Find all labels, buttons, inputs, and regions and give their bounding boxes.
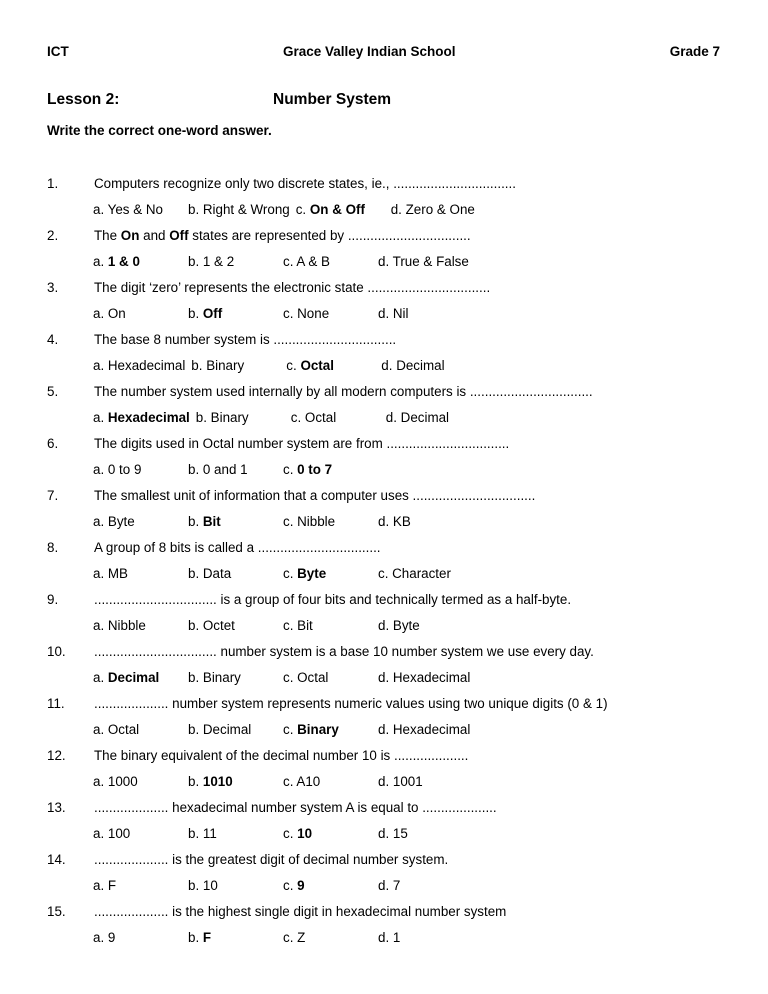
option-label: Bit bbox=[297, 618, 313, 633]
option-label: 1 & 0 bbox=[107, 254, 140, 269]
option-letter: c. bbox=[283, 826, 298, 841]
option-letter: a. bbox=[93, 930, 108, 945]
grade-label: Grade 7 bbox=[669, 44, 720, 59]
option bbox=[283, 561, 378, 587]
option-label: 1010 bbox=[202, 774, 233, 789]
option-label: 100 bbox=[107, 826, 131, 841]
option bbox=[381, 353, 444, 379]
options-row bbox=[47, 821, 720, 847]
option bbox=[386, 405, 449, 431]
question-row bbox=[47, 535, 720, 561]
question-number: 1. bbox=[47, 176, 59, 191]
option bbox=[93, 873, 188, 899]
option bbox=[93, 249, 188, 275]
option bbox=[188, 457, 283, 483]
option-letter: d. bbox=[381, 358, 397, 373]
option bbox=[188, 717, 283, 743]
option bbox=[188, 561, 283, 587]
option bbox=[93, 665, 188, 691]
option-letter: c. bbox=[295, 202, 310, 217]
question-text bbox=[94, 639, 720, 665]
option-letter: c. bbox=[283, 774, 297, 789]
option bbox=[93, 509, 188, 535]
option bbox=[283, 301, 378, 327]
question-text-segment: ................................. is a group of four bits and technically termed as a half-byte. bbox=[94, 592, 572, 607]
question-text-segment: The smallest unit of information that a computer uses ................................. bbox=[94, 488, 536, 503]
question-row bbox=[47, 483, 720, 509]
question-block bbox=[47, 171, 720, 223]
option-label: Z bbox=[297, 930, 306, 945]
option-label: Byte bbox=[392, 618, 420, 633]
page-header bbox=[47, 44, 720, 60]
option-label: Hexadecimal bbox=[107, 410, 190, 425]
question-text bbox=[94, 223, 720, 249]
lesson-title: Number System bbox=[273, 91, 392, 108]
option bbox=[93, 353, 191, 379]
option bbox=[283, 925, 378, 951]
option-label: 11 bbox=[202, 826, 217, 841]
option-letter: b. bbox=[188, 722, 203, 737]
option bbox=[283, 873, 378, 899]
question-text-segment: The digit ‘zero’ represents the electronic state ................................. bbox=[94, 280, 491, 295]
question-row bbox=[47, 743, 720, 769]
option-label: Byte bbox=[297, 566, 327, 581]
question-text bbox=[94, 847, 720, 873]
option-label: Octal bbox=[297, 670, 329, 685]
option bbox=[188, 665, 283, 691]
option-label: Binary bbox=[297, 722, 339, 737]
question-text-segment: On bbox=[120, 228, 140, 243]
question-number: 11. bbox=[47, 696, 65, 711]
question-text-segment: .................... is the greatest digit of decimal number system. bbox=[94, 852, 449, 867]
options-row bbox=[47, 457, 720, 483]
question-text-segment: .................... number system represents numeric values using two unique digits (0 & 1) bbox=[94, 696, 608, 711]
option-letter: d. bbox=[378, 670, 393, 685]
option-label: On bbox=[107, 306, 126, 321]
option bbox=[296, 197, 391, 223]
option-letter: a. bbox=[93, 462, 108, 477]
option bbox=[378, 717, 470, 743]
options-row bbox=[47, 353, 720, 379]
option-label: Decimal bbox=[107, 670, 160, 685]
option-letter: b. bbox=[188, 462, 203, 477]
option-letter: a. bbox=[93, 202, 108, 217]
option-letter: c. bbox=[283, 566, 298, 581]
option-label: Octal bbox=[107, 722, 140, 737]
option-label: Yes & No bbox=[107, 202, 163, 217]
question-block bbox=[47, 535, 720, 587]
options-row bbox=[47, 197, 720, 223]
option-label: 0 to 7 bbox=[297, 462, 333, 477]
option-label: 1 bbox=[392, 930, 401, 945]
option-label: Hexadecimal bbox=[392, 670, 471, 685]
option-label: 7 bbox=[392, 878, 401, 893]
question-number: 10. bbox=[47, 644, 66, 659]
question-text-segment: A group of 8 bits is called a ................................. bbox=[94, 540, 381, 555]
question-number: 14. bbox=[47, 852, 66, 867]
option-label: Hexadecimal bbox=[392, 722, 471, 737]
options-row bbox=[47, 769, 720, 795]
option bbox=[93, 821, 188, 847]
option-letter: d. bbox=[378, 254, 393, 269]
option-letter: d. bbox=[390, 202, 406, 217]
option bbox=[93, 197, 188, 223]
option-letter: b. bbox=[195, 410, 211, 425]
option-label: F bbox=[107, 878, 117, 893]
question-text-segment: The digits used in Octal number system are from ................................. bbox=[94, 436, 510, 451]
option-letter: d. bbox=[378, 722, 393, 737]
question-text bbox=[94, 535, 720, 561]
option bbox=[93, 561, 188, 587]
option bbox=[283, 769, 378, 795]
question-number: 2. bbox=[47, 228, 59, 243]
option-letter: c. bbox=[286, 358, 301, 373]
question-row bbox=[47, 587, 720, 613]
option bbox=[93, 405, 196, 431]
option-letter: b. bbox=[188, 306, 203, 321]
option-letter: c. bbox=[283, 462, 298, 477]
lesson-row bbox=[47, 90, 720, 109]
option bbox=[188, 197, 296, 223]
options-row bbox=[47, 717, 720, 743]
option bbox=[378, 509, 411, 535]
question-text bbox=[94, 691, 720, 717]
option-label: Octal bbox=[300, 358, 334, 373]
question-row bbox=[47, 223, 720, 249]
option-letter: b. bbox=[188, 826, 203, 841]
question-row bbox=[47, 379, 720, 405]
option bbox=[283, 509, 378, 535]
subject-label: ICT bbox=[47, 44, 69, 59]
option-label: Octet bbox=[202, 618, 235, 633]
option-label: F bbox=[202, 930, 212, 945]
question-number: 4. bbox=[47, 332, 59, 347]
option bbox=[93, 613, 188, 639]
option-label: KB bbox=[392, 514, 411, 529]
question-text bbox=[94, 275, 720, 301]
option-letter: c. bbox=[283, 722, 298, 737]
question-block bbox=[47, 431, 720, 483]
question-number: 7. bbox=[47, 488, 59, 503]
question-block bbox=[47, 483, 720, 535]
option-label: Octal bbox=[304, 410, 337, 425]
question-text bbox=[94, 899, 720, 925]
option-letter: c. bbox=[283, 930, 298, 945]
option bbox=[378, 301, 409, 327]
option bbox=[188, 873, 283, 899]
option bbox=[283, 249, 378, 275]
question-text-segment: .................... hexadecimal number system A is equal to .................... bbox=[94, 800, 497, 815]
option bbox=[188, 509, 283, 535]
option bbox=[378, 925, 400, 951]
option bbox=[283, 717, 378, 743]
option-letter: b. bbox=[188, 930, 203, 945]
option bbox=[188, 249, 283, 275]
option-letter: d. bbox=[378, 306, 393, 321]
options-row bbox=[47, 873, 720, 899]
lesson-label: Lesson 2: bbox=[47, 91, 120, 108]
options-row bbox=[47, 665, 720, 691]
option bbox=[378, 821, 408, 847]
option bbox=[188, 821, 283, 847]
option-letter: a. bbox=[93, 618, 108, 633]
option-label: 15 bbox=[392, 826, 408, 841]
question-block bbox=[47, 691, 720, 743]
option bbox=[283, 457, 332, 483]
option-letter: a. bbox=[93, 254, 108, 269]
question-block bbox=[47, 899, 720, 951]
option-label: Decimal bbox=[400, 410, 450, 425]
option-label: Character bbox=[392, 566, 451, 581]
option-letter: a. bbox=[93, 358, 108, 373]
question-text-segment: Computers recognize only two discrete states, ie., ................................. bbox=[94, 176, 516, 191]
question-text bbox=[94, 795, 720, 821]
option-label: 1000 bbox=[107, 774, 138, 789]
option-letter: b. bbox=[188, 670, 203, 685]
option-letter: c. bbox=[290, 410, 305, 425]
option-letter: d. bbox=[378, 826, 393, 841]
option bbox=[378, 665, 470, 691]
option bbox=[291, 405, 386, 431]
question-text-segment: The base 8 number system is ................................. bbox=[94, 332, 397, 347]
question-text-segment: The bbox=[94, 228, 121, 243]
option-label: 1001 bbox=[392, 774, 423, 789]
option-label: True & False bbox=[392, 254, 469, 269]
option-label: MB bbox=[107, 566, 128, 581]
question-row bbox=[47, 171, 720, 197]
option-letter: d. bbox=[378, 514, 393, 529]
option-letter: b. bbox=[188, 618, 203, 633]
option bbox=[93, 301, 188, 327]
question-row bbox=[47, 795, 720, 821]
option-letter: c. bbox=[283, 670, 298, 685]
option bbox=[378, 873, 400, 899]
question-row bbox=[47, 327, 720, 353]
question-number: 15. bbox=[47, 904, 66, 919]
question-text-segment: ................................. number system is a base 10 number system we use every day. bbox=[94, 644, 594, 659]
question-row bbox=[47, 847, 720, 873]
question-text-segment: The binary equivalent of the decimal number 10 is .................... bbox=[94, 748, 469, 763]
option-letter: c. bbox=[283, 306, 298, 321]
question-text bbox=[94, 587, 720, 613]
option bbox=[93, 457, 188, 483]
option bbox=[93, 717, 188, 743]
question-block bbox=[47, 223, 720, 275]
option bbox=[188, 301, 283, 327]
option-letter: b. bbox=[188, 878, 203, 893]
option-label: 9 bbox=[107, 930, 116, 945]
question-block bbox=[47, 275, 720, 327]
options-row bbox=[47, 613, 720, 639]
options-row bbox=[47, 405, 720, 431]
options-row bbox=[47, 249, 720, 275]
option-label: A & B bbox=[296, 254, 330, 269]
option-label: 0 to 9 bbox=[107, 462, 142, 477]
option-label: 10 bbox=[297, 826, 313, 841]
option bbox=[286, 353, 381, 379]
question-number: 13. bbox=[47, 800, 66, 815]
options-row bbox=[47, 925, 720, 951]
option-letter: b. bbox=[188, 774, 203, 789]
option-label: Binary bbox=[202, 670, 241, 685]
option-label: Decimal bbox=[202, 722, 252, 737]
option bbox=[378, 561, 451, 587]
option bbox=[283, 821, 378, 847]
question-text bbox=[94, 379, 720, 405]
option-label: Decimal bbox=[396, 358, 445, 373]
option-label: Nibble bbox=[297, 514, 336, 529]
question-row bbox=[47, 691, 720, 717]
option-label: 10 bbox=[202, 878, 218, 893]
option-label: Byte bbox=[107, 514, 135, 529]
question-block bbox=[47, 743, 720, 795]
options-row bbox=[47, 301, 720, 327]
question-text bbox=[94, 327, 720, 353]
option bbox=[378, 613, 420, 639]
option-letter: b. bbox=[188, 566, 203, 581]
option-label: 1 & 2 bbox=[202, 254, 235, 269]
school-name: Grace Valley Indian School bbox=[282, 44, 456, 59]
question-text bbox=[94, 431, 720, 457]
option bbox=[93, 769, 188, 795]
option-letter: a. bbox=[93, 774, 108, 789]
question-number: 3. bbox=[47, 280, 59, 295]
option-label: Binary bbox=[206, 358, 245, 373]
option bbox=[391, 197, 475, 223]
option-letter: d. bbox=[378, 618, 393, 633]
option-label: Hexadecimal bbox=[107, 358, 186, 373]
option-letter: a. bbox=[93, 826, 108, 841]
option-label: None bbox=[297, 306, 330, 321]
option bbox=[188, 613, 283, 639]
question-number: 5. bbox=[47, 384, 59, 399]
question-number: 6. bbox=[47, 436, 59, 451]
question-block bbox=[47, 795, 720, 847]
options-row bbox=[47, 561, 720, 587]
option-letter: b. bbox=[188, 254, 203, 269]
option-label: Data bbox=[202, 566, 232, 581]
question-row bbox=[47, 639, 720, 665]
option bbox=[283, 665, 378, 691]
question-text-segment: The number system used internally by all modern computers is ................................. bbox=[94, 384, 593, 399]
option-letter: c. bbox=[283, 254, 297, 269]
option-label: On & Off bbox=[309, 202, 365, 217]
option-letter: d. bbox=[385, 410, 401, 425]
option-label: Nibble bbox=[107, 618, 146, 633]
option bbox=[188, 925, 283, 951]
question-text bbox=[94, 743, 720, 769]
option-label: Bit bbox=[202, 514, 221, 529]
option bbox=[378, 769, 423, 795]
option-letter: c. bbox=[378, 566, 393, 581]
question-row bbox=[47, 431, 720, 457]
question-row bbox=[47, 899, 720, 925]
option-label: Nil bbox=[392, 306, 409, 321]
option-label: 0 and 1 bbox=[202, 462, 248, 477]
question-list bbox=[47, 171, 720, 951]
question-number: 8. bbox=[47, 540, 59, 555]
option-letter: d. bbox=[378, 930, 393, 945]
question-row bbox=[47, 275, 720, 301]
option-label: Binary bbox=[210, 410, 249, 425]
option-letter: a. bbox=[93, 566, 108, 581]
option-letter: d. bbox=[378, 774, 393, 789]
question-text-segment: states are represented by ................................. bbox=[188, 228, 471, 243]
question-text-segment: .................... is the highest single digit in hexadecimal number system bbox=[94, 904, 507, 919]
question-text bbox=[94, 483, 720, 509]
options-row bbox=[47, 509, 720, 535]
question-block bbox=[47, 379, 720, 431]
option-letter: a. bbox=[93, 670, 108, 685]
option bbox=[191, 353, 286, 379]
question-block bbox=[47, 327, 720, 379]
instruction-text: Write the correct one-word answer. bbox=[47, 123, 272, 138]
option-label: A10 bbox=[296, 774, 321, 789]
option-letter: a. bbox=[93, 722, 108, 737]
option-letter: c. bbox=[283, 514, 298, 529]
question-number: 9. bbox=[47, 592, 59, 607]
option-letter: c. bbox=[283, 878, 298, 893]
question-block bbox=[47, 847, 720, 899]
question-block bbox=[47, 587, 720, 639]
option-label: 9 bbox=[297, 878, 305, 893]
option-letter: b. bbox=[188, 514, 203, 529]
question-text-segment: Off bbox=[169, 228, 189, 243]
option-letter: d. bbox=[378, 878, 393, 893]
option-letter: a. bbox=[93, 514, 108, 529]
option-label: Zero & One bbox=[405, 202, 475, 217]
option bbox=[188, 769, 283, 795]
option-letter: b. bbox=[188, 202, 203, 217]
option-letter: a. bbox=[93, 410, 108, 425]
option bbox=[196, 405, 291, 431]
option-letter: c. bbox=[283, 618, 298, 633]
question-block bbox=[47, 639, 720, 691]
option bbox=[378, 249, 469, 275]
option bbox=[283, 613, 378, 639]
question-text-segment: and bbox=[139, 228, 170, 243]
question-number: 12. bbox=[47, 748, 66, 763]
option-letter: a. bbox=[93, 878, 108, 893]
option-letter: b. bbox=[191, 358, 207, 373]
option-letter: a. bbox=[93, 306, 108, 321]
option-label: Right & Wrong bbox=[202, 202, 290, 217]
option bbox=[93, 925, 188, 951]
question-text bbox=[94, 171, 720, 197]
option-label: Off bbox=[202, 306, 223, 321]
